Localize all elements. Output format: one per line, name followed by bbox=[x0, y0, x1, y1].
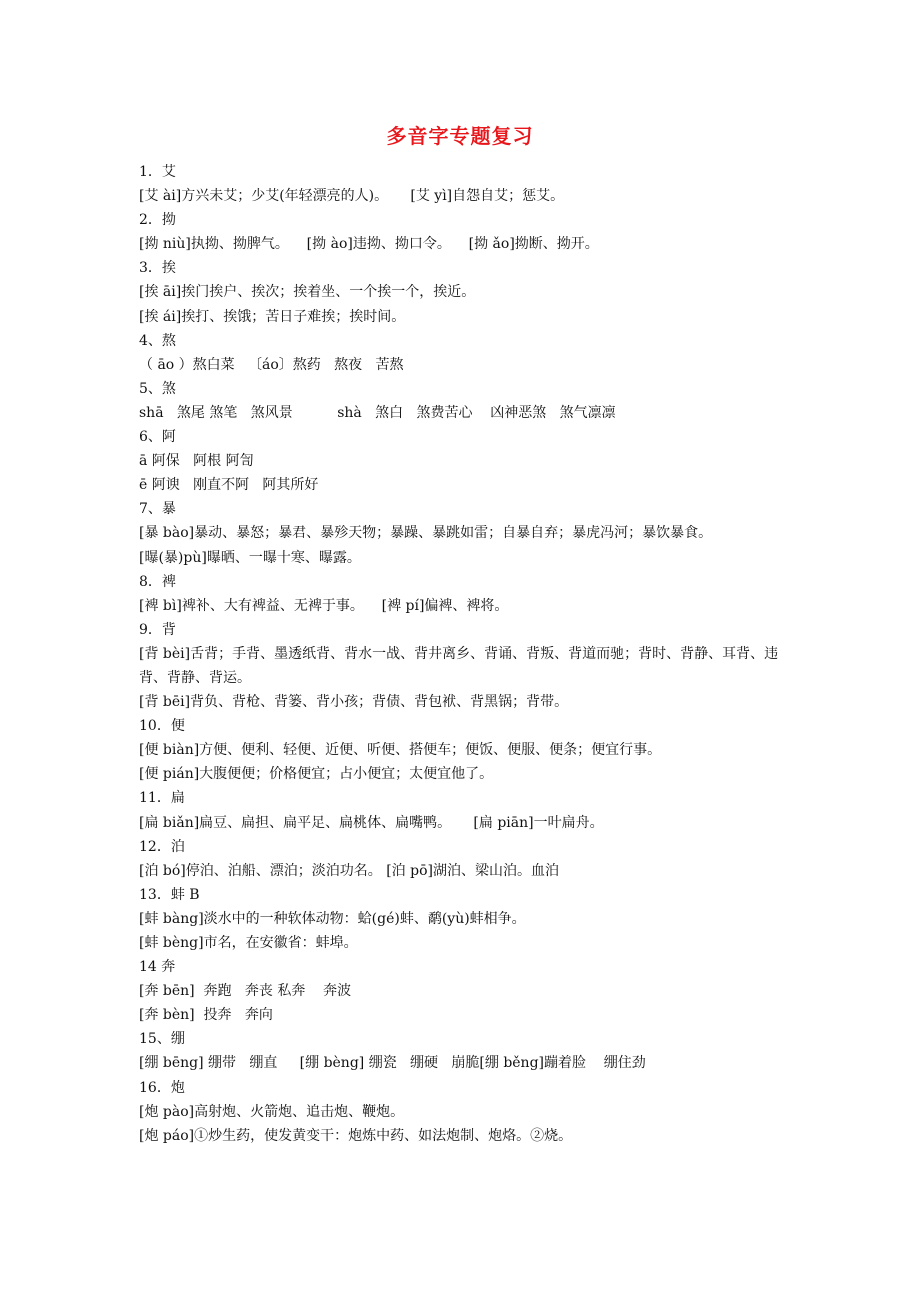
heading-pao: 16．炮 bbox=[139, 1079, 185, 1096]
document-body bbox=[139, 160, 789, 1148]
heading-bo: 12．泊 bbox=[139, 838, 185, 855]
heading-ben: 14 奔 bbox=[139, 959, 176, 976]
heading-bi: 8．裨 bbox=[139, 573, 176, 590]
entry-bao-1: [暴 bào]暴动、暴怒；暴君、暴殄天物；暴躁、暴跳如雷；自暴自弃；暴虎冯河；暴饮暴食。 bbox=[139, 525, 713, 542]
heading-bei: 9．背 bbox=[139, 621, 176, 638]
entry-ben-2: [奔 bèn] 投奔 奔向 bbox=[139, 1007, 273, 1024]
heading-bao: 7、暴 bbox=[139, 501, 176, 518]
entry-bi: [裨 bì]裨补、大有裨益、无裨于事。 [裨 pí]偏裨、裨将。 bbox=[139, 597, 509, 614]
entry-bao-2: [曝(暴)pù]曝晒、一曝十寒、曝露。 bbox=[139, 549, 361, 566]
heading-ao: 2．拗 bbox=[139, 212, 176, 229]
entry-bei-2: [背 bēi]背负、背枪、背篓、背小孩；背债、背包袱、背黑锅；背带。 bbox=[139, 694, 569, 711]
heading-beng: 15、绷 bbox=[139, 1031, 185, 1048]
entry-bian-1: [便 biàn]方便、便利、轻便、近便、听便、搭便车；便饭、便服、便条；便宜行事。 bbox=[139, 742, 662, 759]
heading-bang: 13．蚌 B bbox=[139, 886, 200, 903]
heading-ai2: 3．挨 bbox=[139, 260, 176, 277]
entry-bei-1: [背 bèi]舌背；手背、墨透纸背、背水一战、背井离乡、背诵、背叛、背道而驰；背时、背静、耳背、违背、背静、背运。 bbox=[139, 645, 779, 686]
entry-bang-2: [蚌 bèng]市名，在安徽省：蚌埠。 bbox=[139, 935, 358, 951]
entry-ao2: （ āo ）熬白菜 〔áo〕熬药 熬夜 苦熬 bbox=[139, 356, 404, 373]
heading-a: 6、阿 bbox=[139, 429, 176, 446]
heading-bian: 10．便 bbox=[139, 718, 185, 735]
entry-ai2-2: [挨 ái]挨打、挨饿；苦日子难挨；挨时间。 bbox=[139, 308, 406, 325]
heading-sha: 5、煞 bbox=[139, 380, 176, 397]
heading-bian2: 11．扁 bbox=[139, 790, 185, 807]
entry-ai: [艾 ài]方兴未艾；少艾(年轻漂亮的人)。 [艾 yì]自怨自艾；惩艾。 bbox=[139, 188, 565, 205]
entry-pao-2: [炮 páo]①炒生药，使发黄变干：炮炼中药、如法炮制、炮烙。②烧。 bbox=[139, 1127, 573, 1144]
entry-beng: [绷 bēng] 绷带 绷直 [绷 bèng] 绷瓷 绷硬 崩脆[绷 běng]蹦着脸 绷住劲 bbox=[139, 1055, 646, 1072]
heading-ao2: 4、熬 bbox=[139, 332, 176, 349]
entry-ai2-1: [挨 āi]挨门挨户、挨次；挨着坐、一个挨一个，挨近。 bbox=[139, 284, 476, 301]
entry-a-2: ē 阿谀 刚直不阿 阿其所好 bbox=[139, 477, 319, 494]
heading-ai: 1．艾 bbox=[139, 164, 176, 180]
entry-bian-2: [便 pián]大腹便便；价格便宜；占小便宜；太便宜他了。 bbox=[139, 766, 494, 783]
entry-bian2: [扁 biǎn]扁豆、扁担、扁平足、扁桃体、扁嘴鸭。 [扁 piān]一叶扁舟。 bbox=[139, 814, 604, 831]
entry-ben-1: [奔 bēn] 奔跑 奔丧 私奔 奔波 bbox=[139, 983, 352, 1000]
page-title: 多音字专题复习 bbox=[386, 124, 534, 148]
entry-bo: [泊 bó]停泊、泊船、漂泊；淡泊功名。 [泊 pō]湖泊、梁山泊。血泊 bbox=[139, 862, 559, 879]
entry-ao: [拗 niù]执拗、拗脾气。 [拗 ào]违拗、拗口令。 [拗 ǎo]拗断、拗开。 bbox=[139, 236, 599, 253]
entry-sha: shā 煞尾 煞笔 煞风景 shà 煞白 煞费苦心 凶神恶煞 煞气凛凛 bbox=[139, 404, 616, 421]
entry-bang-1: [蚌 bàng]淡水中的一种软体动物：蛤(gé)蚌、鹬(yù)蚌相争。 bbox=[139, 910, 526, 927]
entry-pao-1: [炮 pào]高射炮、火箭炮、追击炮、鞭炮。 bbox=[139, 1103, 405, 1120]
entry-a-1: ā 阿保 阿根 阿訇 bbox=[139, 453, 254, 470]
